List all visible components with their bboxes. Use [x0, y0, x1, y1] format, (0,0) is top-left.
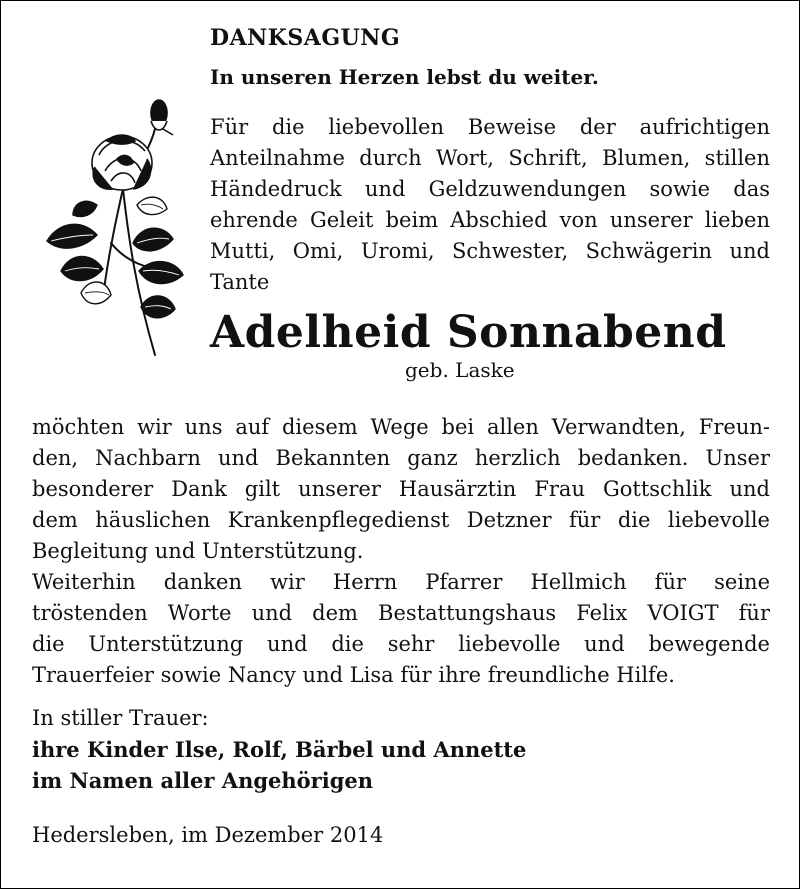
body-line: die Unterstützung und die sehr liebevolle und bewegende [32, 632, 770, 656]
body-line: den, Nachbarn und Bekannten ganz herzlich bedanken. Unser [32, 446, 770, 470]
heading: DANKSAGUNG [210, 25, 401, 51]
body-line: Trauerfeier sowie Nancy und Lisa für ihre freundliche Hilfe. [32, 663, 675, 687]
intro-line: Händedruck und Geldzuwendungen sowie das [210, 177, 770, 201]
motto: In unseren Herzen lebst du weiter. [210, 65, 599, 89]
body-line: tröstenden Worte und dem Bestattungshaus Felix VOIGT für [32, 601, 770, 625]
body-line: dem häuslichen Krankenpflegedienst Detzner für die liebevolle [32, 508, 770, 532]
mourning-intro: In stiller Trauer: [32, 706, 209, 730]
mourners-relatives: im Namen aller Angehörigen [32, 768, 374, 793]
intro-line: Anteilnahme durch Wort, Schrift, Blumen, stillen [210, 146, 770, 170]
intro-line: Tante [210, 270, 270, 294]
intro-line: Für die liebevollen Beweise der aufrichtigen [210, 115, 770, 139]
birth-name: geb. Laske [405, 358, 515, 382]
rose-icon [37, 93, 193, 361]
thanks-paragraph [32, 412, 770, 691]
body-line: Begleitung und Unterstützung. [32, 539, 364, 563]
intro-line: ehrende Geleit beim Abschied von unserer lieben [210, 208, 770, 232]
intro-paragraph [210, 112, 770, 298]
mourners-names: ihre Kinder Ilse, Rolf, Bärbel und Annette [32, 737, 527, 762]
intro-line: Mutti, Omi, Uromi, Schwester, Schwägerin und [210, 239, 770, 263]
body-line: besonderer Dank gilt unserer Hausärztin Frau Gottschlik und [32, 477, 770, 501]
deceased-name: Adelheid Sonnabend [210, 307, 727, 358]
body-line: möchten wir uns auf diesem Wege bei allen Verwandten, Freun- [32, 415, 770, 439]
body-line: Weiterhin danken wir Herrn Pfarrer Hellmich für seine [32, 570, 770, 594]
mourners-block [32, 703, 526, 796]
place-date: Hedersleben, im Dezember 2014 [32, 823, 384, 847]
